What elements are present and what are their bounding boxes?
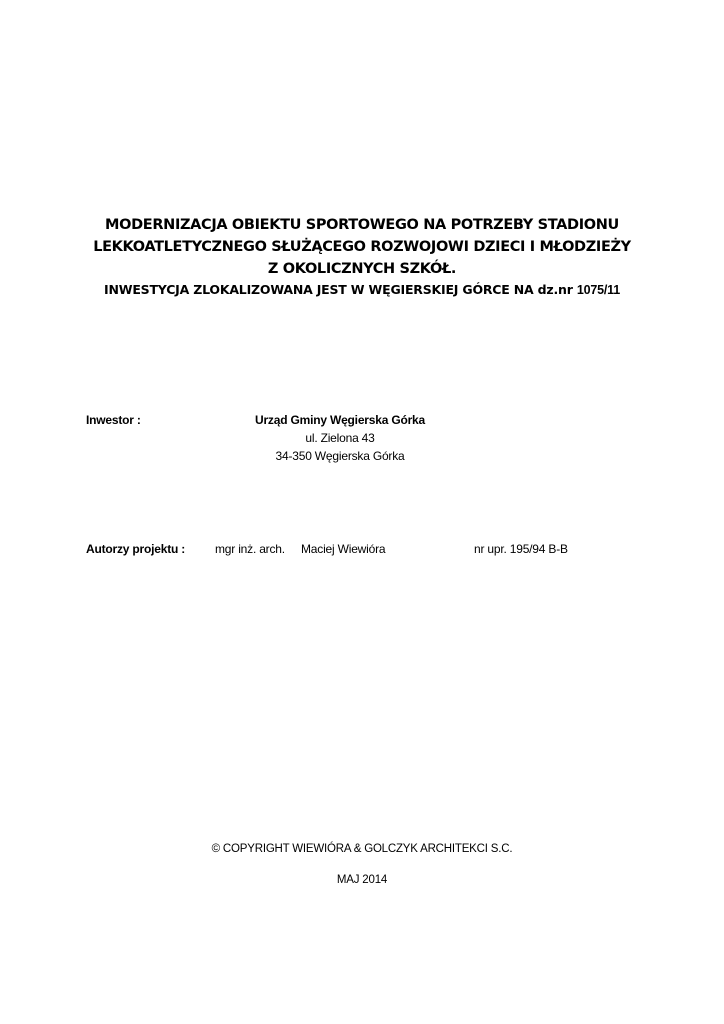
author-degree: mgr inż. arch.: [215, 542, 285, 556]
investment-location: [60, 280, 664, 300]
author-name: Maciej Wiewióra: [301, 542, 386, 556]
title-line-2: LEKKOATLETYCZNEGO SŁUŻĄCEGO ROZWOJOWI DZIECI I MŁODZIEŻY: [93, 239, 631, 255]
investor-street: ul. Zielona 43: [305, 431, 375, 445]
investor-city: 34-350 Węgierska Górka: [275, 449, 405, 463]
investment-location-text: INWESTYCJA ZLOKALIZOWANA JEST W WĘGIERSKIEJ GÓRCE NA dz.nr: [104, 282, 577, 297]
author-license: nr upr. 195/94 B-B: [474, 542, 568, 556]
title-line-1: MODERNIZACJA OBIEKTU SPORTOWEGO NA POTRZEBY STADIONU: [105, 217, 619, 233]
plot-number: 1075/11: [576, 283, 620, 297]
investor-details: [240, 411, 440, 465]
investor-label: Inwestor :: [86, 413, 141, 427]
title-line-3: Z OKOLICZNYCH SZKÓŁ.: [267, 261, 457, 277]
document-date: MAJ 2014: [336, 874, 388, 886]
investor-name: Urząd Gminy Węgierska Górka: [255, 413, 425, 427]
authors-label: Autorzy projektu :: [86, 542, 186, 556]
document-title: [60, 214, 664, 300]
copyright-notice: © COPYRIGHT WIEWIÓRA & GOLCZYK ARCHITEKCI S.C.: [211, 843, 513, 855]
